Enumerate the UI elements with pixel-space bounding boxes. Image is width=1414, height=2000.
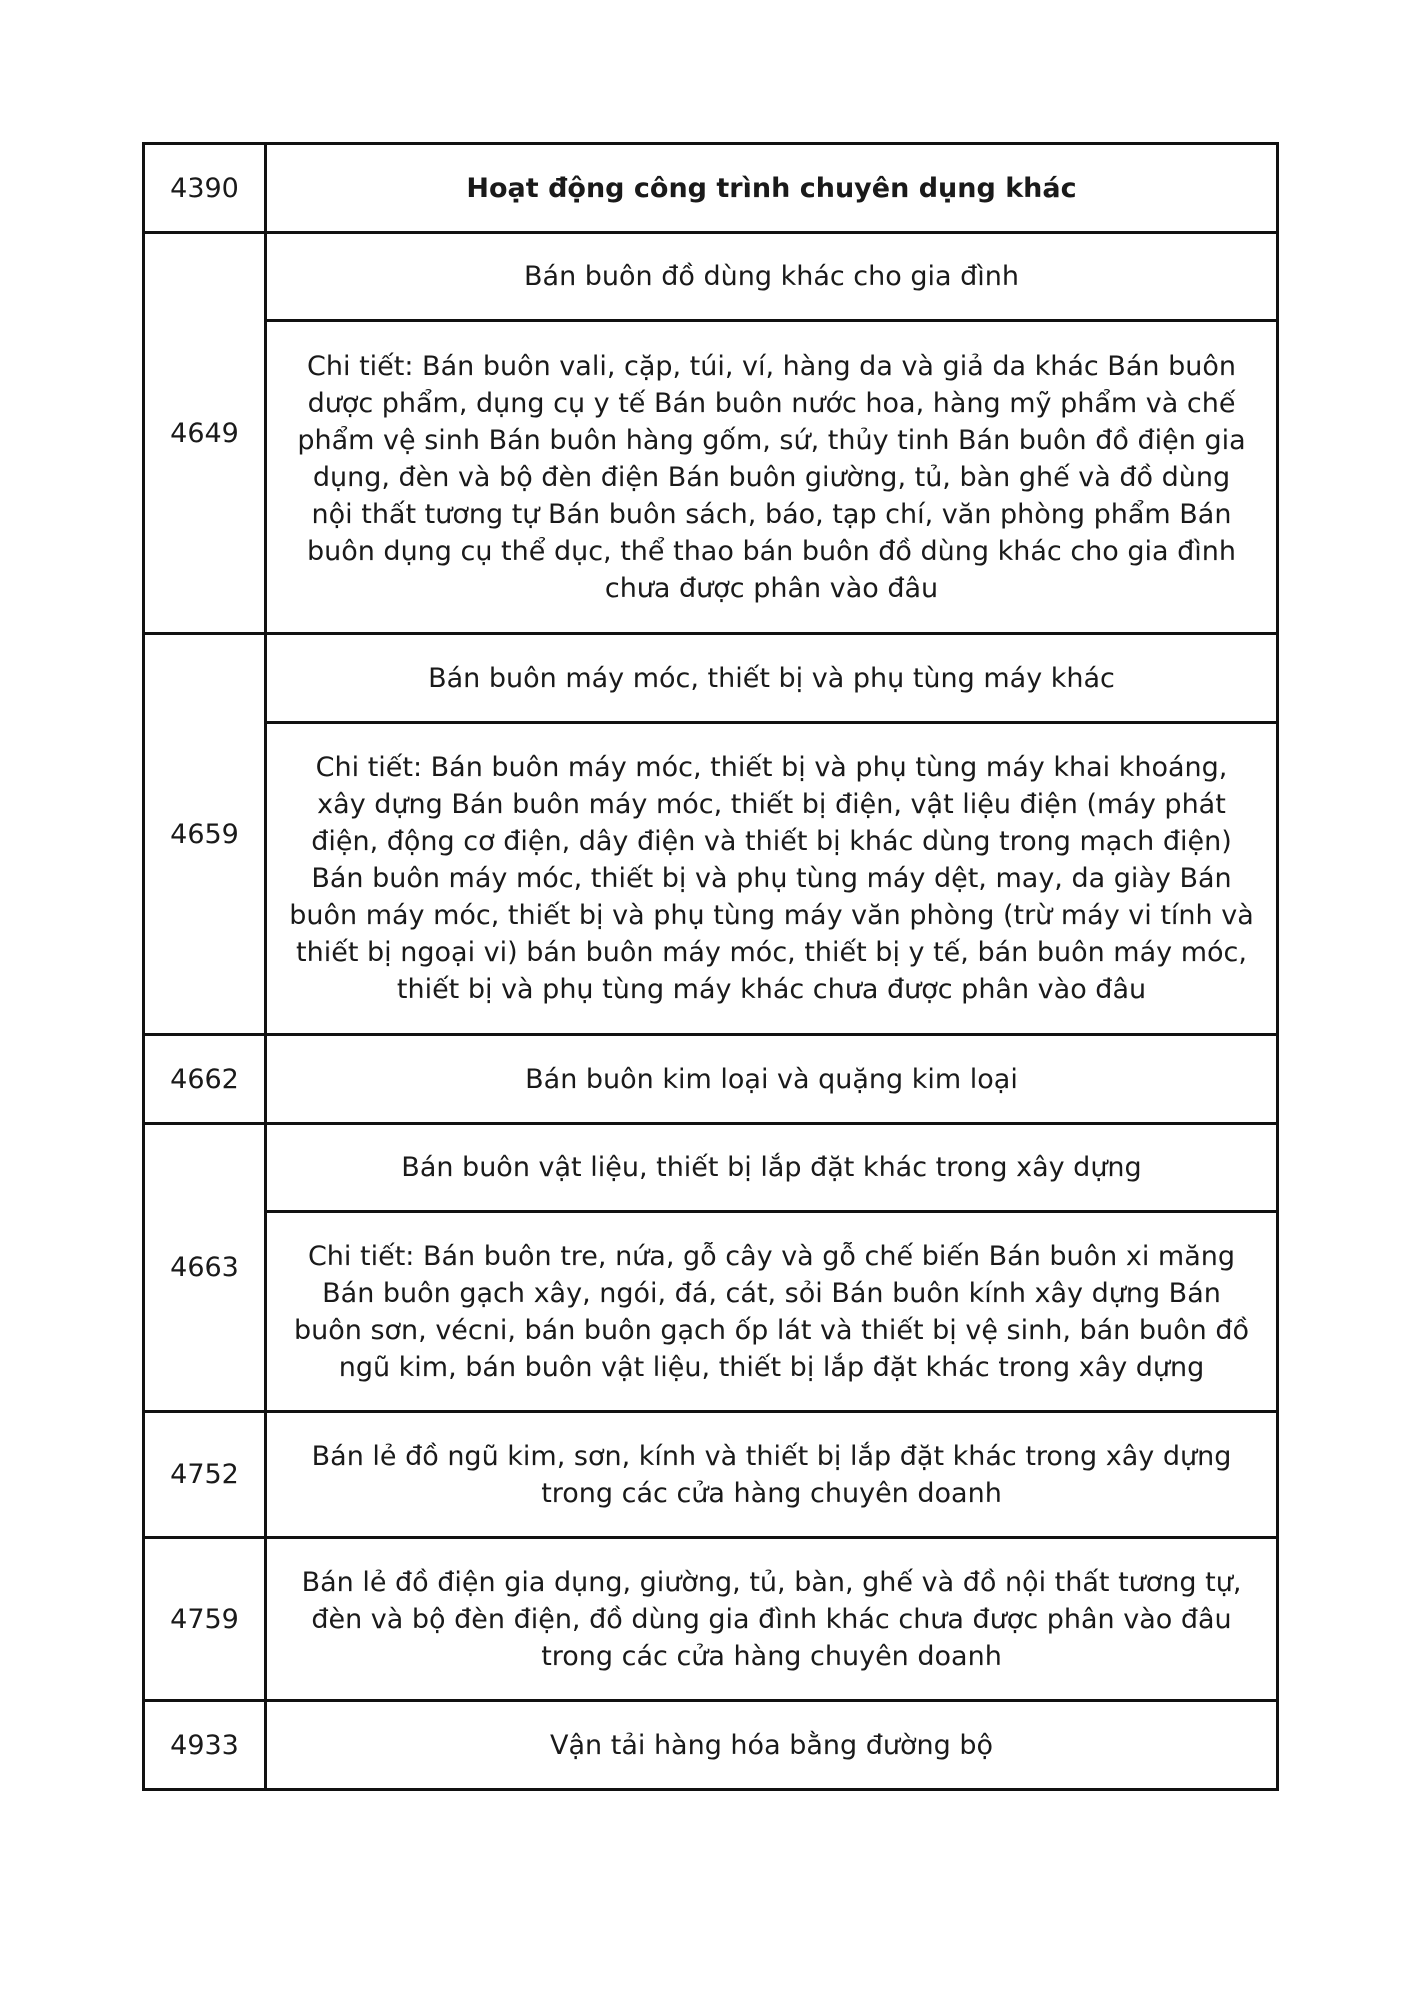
table-row: [144, 1701, 1278, 1790]
industry-title: Vận tải hàng hóa bằng đường bộ: [266, 1701, 1278, 1790]
table-row: [144, 144, 1278, 233]
industry-code: 4390: [144, 144, 266, 233]
industry-code: 4752: [144, 1412, 266, 1538]
industry-code: 4662: [144, 1035, 266, 1124]
table-row: [144, 1124, 1278, 1212]
industry-code: 4649: [144, 233, 266, 634]
industry-title: Bán buôn đồ dùng khác cho gia đình: [266, 233, 1278, 321]
table-row: [144, 1035, 1278, 1124]
industry-title: Bán buôn vật liệu, thiết bị lắp đặt khác trong xây dựng: [266, 1124, 1278, 1212]
business-codes-table: [142, 142, 1279, 1791]
table-row: [144, 1212, 1278, 1412]
industry-detail: Chi tiết: Bán buôn tre, nứa, gỗ cây và gỗ chế biến Bán buôn xi măng Bán buôn gạch xây, ngói, đá, cát, sỏi Bán buôn kính xây dựng Bán buôn sơn, vécni, bán buôn gạch ốp lát và thiết bị vệ sinh, bán buôn đồ ngũ kim, bán buôn vật liệu, thiết bị lắp đặt khác trong xây dựng: [266, 1212, 1278, 1412]
table-row: [144, 634, 1278, 723]
table-row: [144, 321, 1278, 634]
industry-title: Bán buôn máy móc, thiết bị và phụ tùng máy khác: [266, 634, 1278, 723]
table-row: [144, 233, 1278, 321]
industry-code: 4663: [144, 1124, 266, 1412]
industry-title: Bán buôn kim loại và quặng kim loại: [266, 1035, 1278, 1124]
industry-title: Bán lẻ đồ điện gia dụng, giường, tủ, bàn, ghế và đồ nội thất tương tự, đèn và bộ đèn điện, đồ dùng gia đình khác chưa được phân vào đâu trong các cửa hàng chuyên doanh: [266, 1538, 1278, 1701]
table-row: [144, 1412, 1278, 1538]
table-row: [144, 1538, 1278, 1701]
table-row: [144, 723, 1278, 1035]
industry-title: Hoạt động công trình chuyên dụng khác: [266, 144, 1278, 233]
industry-code: 4759: [144, 1538, 266, 1701]
industry-detail: Chi tiết: Bán buôn máy móc, thiết bị và phụ tùng máy khai khoáng, xây dựng Bán buôn máy móc, thiết bị điện, vật liệu điện (máy phát điện, động cơ điện, dây điện và thiết bị khác dùng trong mạch điện) Bán buôn máy móc, thiết bị và phụ tùng máy dệt, may, da giày Bán buôn máy móc, thiết bị và phụ tùng máy văn phòng (trừ máy vi tính và thiết bị ngoại vi) bán buôn máy móc, thiết bị y tế, bán buôn máy móc, thiết bị và phụ tùng máy khác chưa được phân vào đâu: [266, 723, 1278, 1035]
industry-code: 4933: [144, 1701, 266, 1790]
industry-code: 4659: [144, 634, 266, 1035]
industry-title: Bán lẻ đồ ngũ kim, sơn, kính và thiết bị lắp đặt khác trong xây dựng trong các cửa hàng chuyên doanh: [266, 1412, 1278, 1538]
industry-detail: Chi tiết: Bán buôn vali, cặp, túi, ví, hàng da và giả da khác Bán buôn dược phẩm, dụng cụ y tế Bán buôn nước hoa, hàng mỹ phẩm và chế phẩm vệ sinh Bán buôn hàng gốm, sứ, thủy tinh Bán buôn đồ điện gia dụng, đèn và bộ đèn điện Bán buôn giường, tủ, bàn ghế và đồ dùng nội thất tương tự Bán buôn sách, báo, tạp chí, văn phòng phẩm Bán buôn dụng cụ thể dục, thể thao bán buôn đồ dùng khác cho gia đình chưa được phân vào đâu: [266, 321, 1278, 634]
